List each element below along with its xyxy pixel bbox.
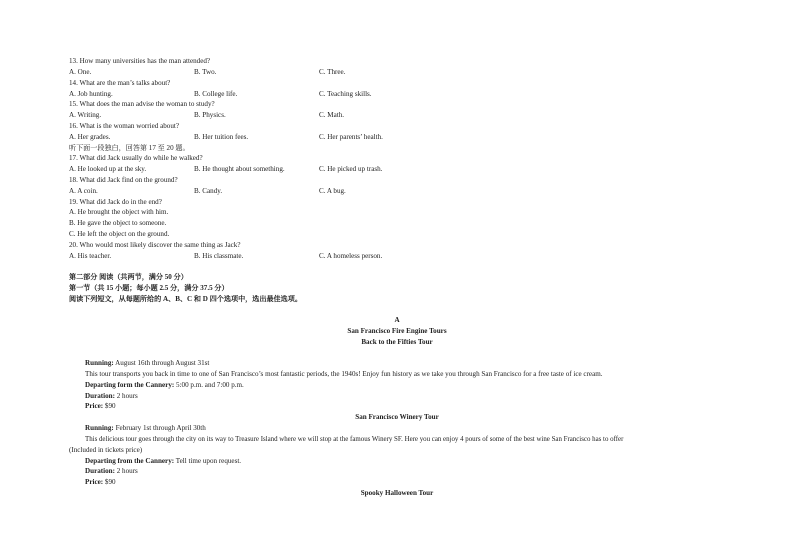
section1-title: 第一节（共 15 小题；每小题 2.5 分，满分 37.5 分） [69, 284, 229, 292]
option-a: A. Her grades. [69, 133, 111, 141]
option-a: A. Job hunting. [69, 90, 113, 98]
passage-letter: A [394, 316, 400, 324]
reading-instruction: 阅读下列短文，从每题所给的 A、B、C 和 D 四个选项中，选出最佳选项。 [69, 295, 302, 303]
part2-title: 第二部分 阅读（共两节，满分 50 分） [69, 273, 188, 281]
option-b: B. Candy. [194, 187, 223, 195]
option-c: C. He left the object on the ground. [69, 230, 170, 238]
option-c: C. A bug. [319, 187, 346, 195]
option-a: A. One. [69, 68, 92, 76]
passage-title: San Francisco Fire Engine Tours [347, 327, 447, 335]
option-a: A. His teacher. [69, 252, 112, 260]
monologue-instruction: 听下面一段独白，回答第 17 至 20 题。 [69, 144, 190, 152]
tour1-running: Running: August 16th through August 31st [85, 359, 210, 367]
tour1-title: Back to the Fifties Tour [361, 338, 433, 346]
option-b: B. Physics. [194, 111, 226, 119]
option-a: A. Writing. [69, 111, 102, 119]
option-b: B. His classmate. [194, 252, 244, 260]
tour1-description: This tour transports you back in time to one of San Francisco’s most fantastic periods, the 1940s! Enjoy fun history as we take you through San Francisco for a free taste of ice cream. [85, 370, 603, 378]
question-19: 19. What did Jack do in the end? [69, 198, 162, 206]
option-c: C. A homeless person. [319, 252, 383, 260]
option-b: B. He thought about something. [194, 165, 285, 173]
question-17: 17. What did Jack usually do while he walked? [69, 154, 203, 162]
tour2-description-cont: (Included in tickets price) [69, 446, 143, 454]
option-b: B. Her tuition fees. [194, 133, 249, 141]
tour2-price: Price: $90 [85, 478, 116, 486]
option-c: C. He picked up trash. [319, 165, 383, 173]
option-a: A. He looked up at the sky. [69, 165, 147, 173]
tour1-departing: Departing form the Cannery: 5:00 p.m. and 7:00 p.m. [85, 381, 244, 389]
tour1-price: Price: $90 [85, 402, 116, 410]
tour2-title: San Francisco Winery Tour [355, 413, 439, 421]
tour2-description: This delicious tour goes through the city on its way to Treasure Island where we will stop at the famous Winery SF. Here you can enjoy 4 pours of some of the best wine San Francisco has to offer [85, 436, 624, 443]
option-b: B. College life. [194, 90, 238, 98]
tour2-duration: Duration: 2 hours [85, 467, 138, 475]
question-15: 15. What does the man advise the woman to study? [69, 100, 215, 108]
tour2-running: Running: February 1st through April 30th [85, 424, 206, 432]
question-14: 14. What are the man’s talks about? [69, 79, 171, 87]
option-c: C. Teaching skills. [319, 90, 372, 98]
tour3-title: Spooky Halloween Tour [360, 489, 434, 497]
question-16: 16. What is the woman worried about? [69, 122, 179, 130]
option-c: C. Her parents’ health. [319, 133, 383, 141]
option-a: A. He brought the object with him. [69, 208, 169, 216]
question-20: 20. Who would most likely discover the same thing as Jack? [69, 241, 241, 249]
option-b: B. Two. [194, 68, 217, 76]
question-18: 18. What did Jack find on the ground? [69, 176, 178, 184]
question-13: 13. How many universities has the man attended? [69, 57, 211, 65]
option-c: C. Three. [319, 68, 346, 76]
option-a: A. A coin. [69, 187, 98, 195]
option-b: B. He gave the object to someone. [69, 219, 167, 227]
tour2-departing: Departing from the Cannery: Tell time upon request. [85, 457, 242, 465]
tour1-duration: Duration: 2 hours [85, 392, 138, 400]
option-c: C. Math. [319, 111, 345, 119]
